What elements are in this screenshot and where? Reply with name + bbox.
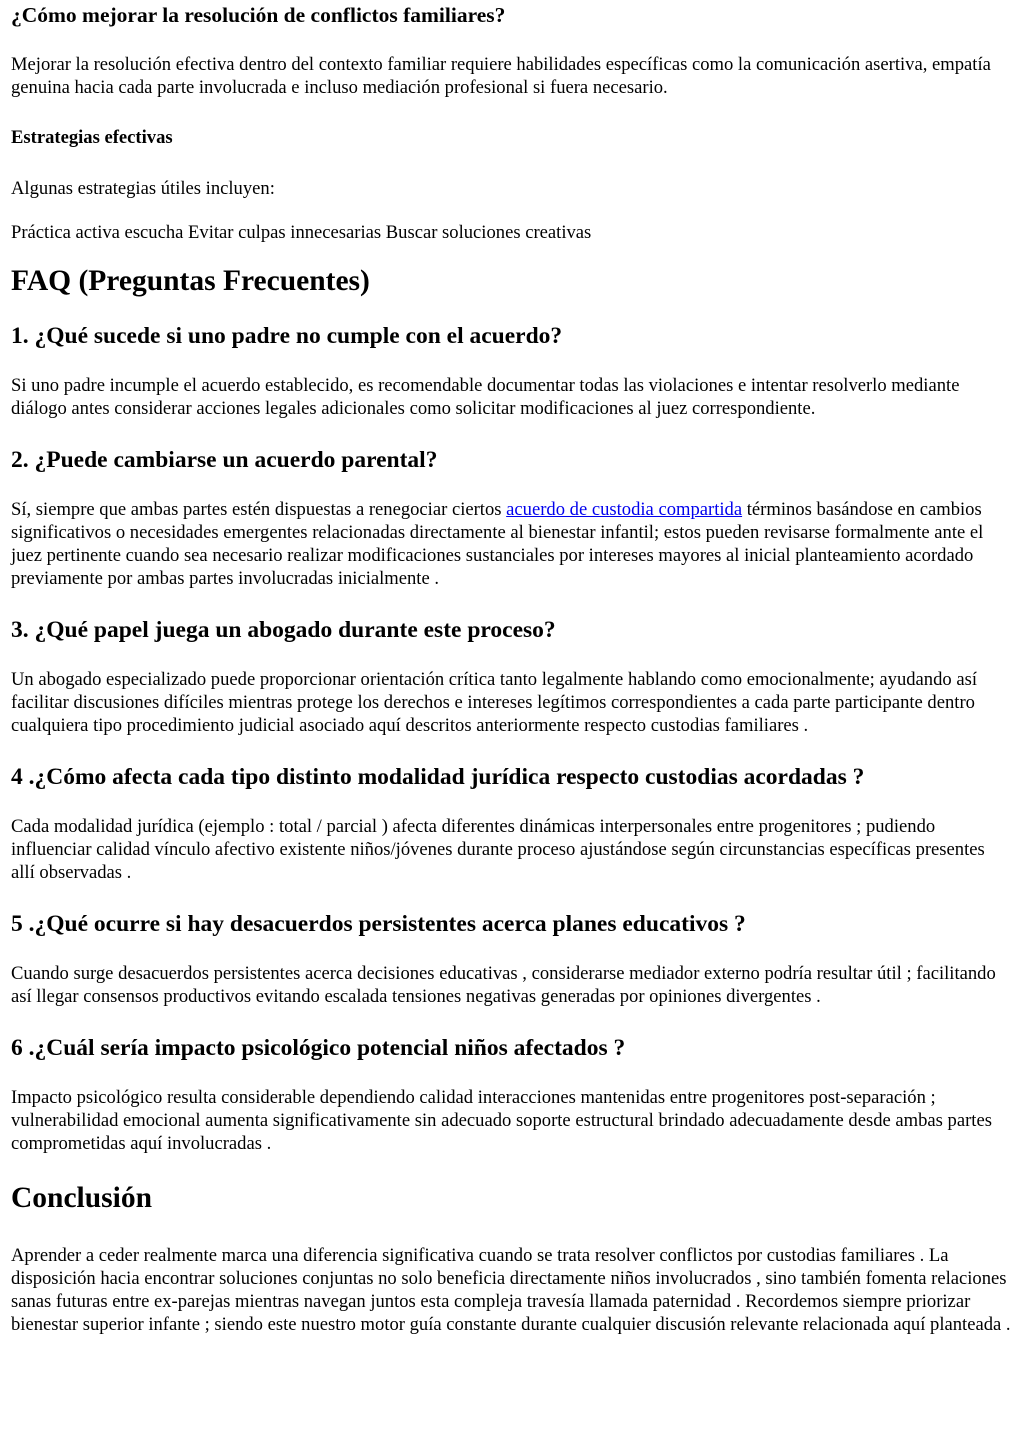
intro-paragraph: Mejorar la resolución efectiva dentro del contexto familiar requiere habilidades específicas como la comunicación asertiva, empatía genuina hacia cada parte involucrada e incluso mediación profesional si fuera necesario. <box>11 54 991 98</box>
faq-question-6: 6 .¿Cuál sería impacto psicológico potencial niños afectados ? <box>11 1035 626 1062</box>
faq-answer-2 <box>11 498 1013 590</box>
faq-answer-2-end: términos basándose en cambios significativos o necesidades emergentes relacionadas directamente al bienestar infantil; estos pueden revisarse formalmente ante el juez pertinente cuando sea necesario realizar modificaciones sustanciales por intereses mayores al inicial planteamiento acordado previamente por ambas partes involucradas inicialmente . <box>11 499 984 590</box>
faq-answer-1: Si uno padre incumple el acuerdo establecido, es recomendable documentar todas las violaciones e intentar resolverlo mediante diálogo antes considerar acciones legales adicionales como solicitar modificaciones al juez correspondiente. <box>11 375 960 420</box>
strategies-lead: Algunas estrategias útiles incluyen: <box>11 178 275 199</box>
faq-heading: FAQ (Preguntas Frecuentes) <box>11 265 370 297</box>
strategies-list: Práctica activa escucha Evitar culpas innecesarias Buscar soluciones creativas <box>11 222 592 243</box>
faq-answer-5: Cuando surge desacuerdos persistentes acerca decisiones educativas , considerarse mediador externo podría resultar útil ; facilitando así llegar consensos productivos evitando escalada tensiones negativas generadas por opiniones divergentes . <box>11 963 996 1008</box>
faq-question-3: 3. ¿Qué papel juega un abogado durante este proceso? <box>11 617 556 644</box>
faq-answer-3: Un abogado especializado puede proporcionar orientación crítica tanto legalmente hablando como emocionalmente; ayudando así facilitar discusiones difíciles mientras protege los derechos e intereses legítimos correspondientes a cada parte participante dentro cualquiera tipo procedimiento judicial asociado aquí descritos anteriormente respecto custodias familiares . <box>11 669 977 737</box>
section-heading-conflict-resolution: ¿Cómo mejorar la resolución de conflictos familiares? <box>11 3 506 27</box>
conclusion-paragraph: Aprender a ceder realmente marca una diferencia significativa cuando se trata resolver conflictos por custodias familiares . La disposición hacia encontrar soluciones conjuntas no solo beneficia directamente niños involucrados , sino también fomenta relaciones sanas futuras entre ex-parejas mientras navegan juntos esta compleja travesía llamada paternidad . Recordemos siempre priorizar bienestar superior infante ; siendo este nuestro motor guía constante durante cualquier discusión relevante relacionada aquí planteada . <box>11 1245 1011 1336</box>
conclusion-heading: Conclusión <box>11 1182 152 1215</box>
faq-question-4: 4 .¿Cómo afecta cada tipo distinto modalidad jurídica respecto custodias acordadas ? <box>11 764 865 791</box>
custody-agreement-link[interactable]: acuerdo de custodia compartida <box>506 499 743 521</box>
faq-answer-6: Impacto psicológico resulta considerable dependiendo calidad interacciones mantenidas entre progenitores post-separación ; vulnerabilidad emocional aumenta significativamente sin adecuado soporte estructural brindado adecuadamente desde ambas partes comprometidas aquí involucradas . <box>11 1087 992 1155</box>
faq-answer-4: Cada modalidad jurídica (ejemplo : total / parcial ) afecta diferentes dinámicas interpersonales entre progenitores ; pudiendo influenciar calidad vínculo afectivo existente niños/jóvenes durante proceso ajustándose según circunstancias específicas presentes allí observadas . <box>11 816 985 884</box>
faq-answer-2-start: Sí, siempre que ambas partes estén dispuestas a renegociar ciertos <box>11 499 507 521</box>
faq-question-2: 2. ¿Puede cambiarse un acuerdo parental? <box>11 447 438 474</box>
strategies-heading: Estrategias efectivas <box>11 127 173 148</box>
faq-question-5: 5 .¿Qué ocurre si hay desacuerdos persistentes acerca planes educativos ? <box>11 911 746 938</box>
faq-question-1: 1. ¿Qué sucede si uno padre no cumple con el acuerdo? <box>11 323 563 350</box>
